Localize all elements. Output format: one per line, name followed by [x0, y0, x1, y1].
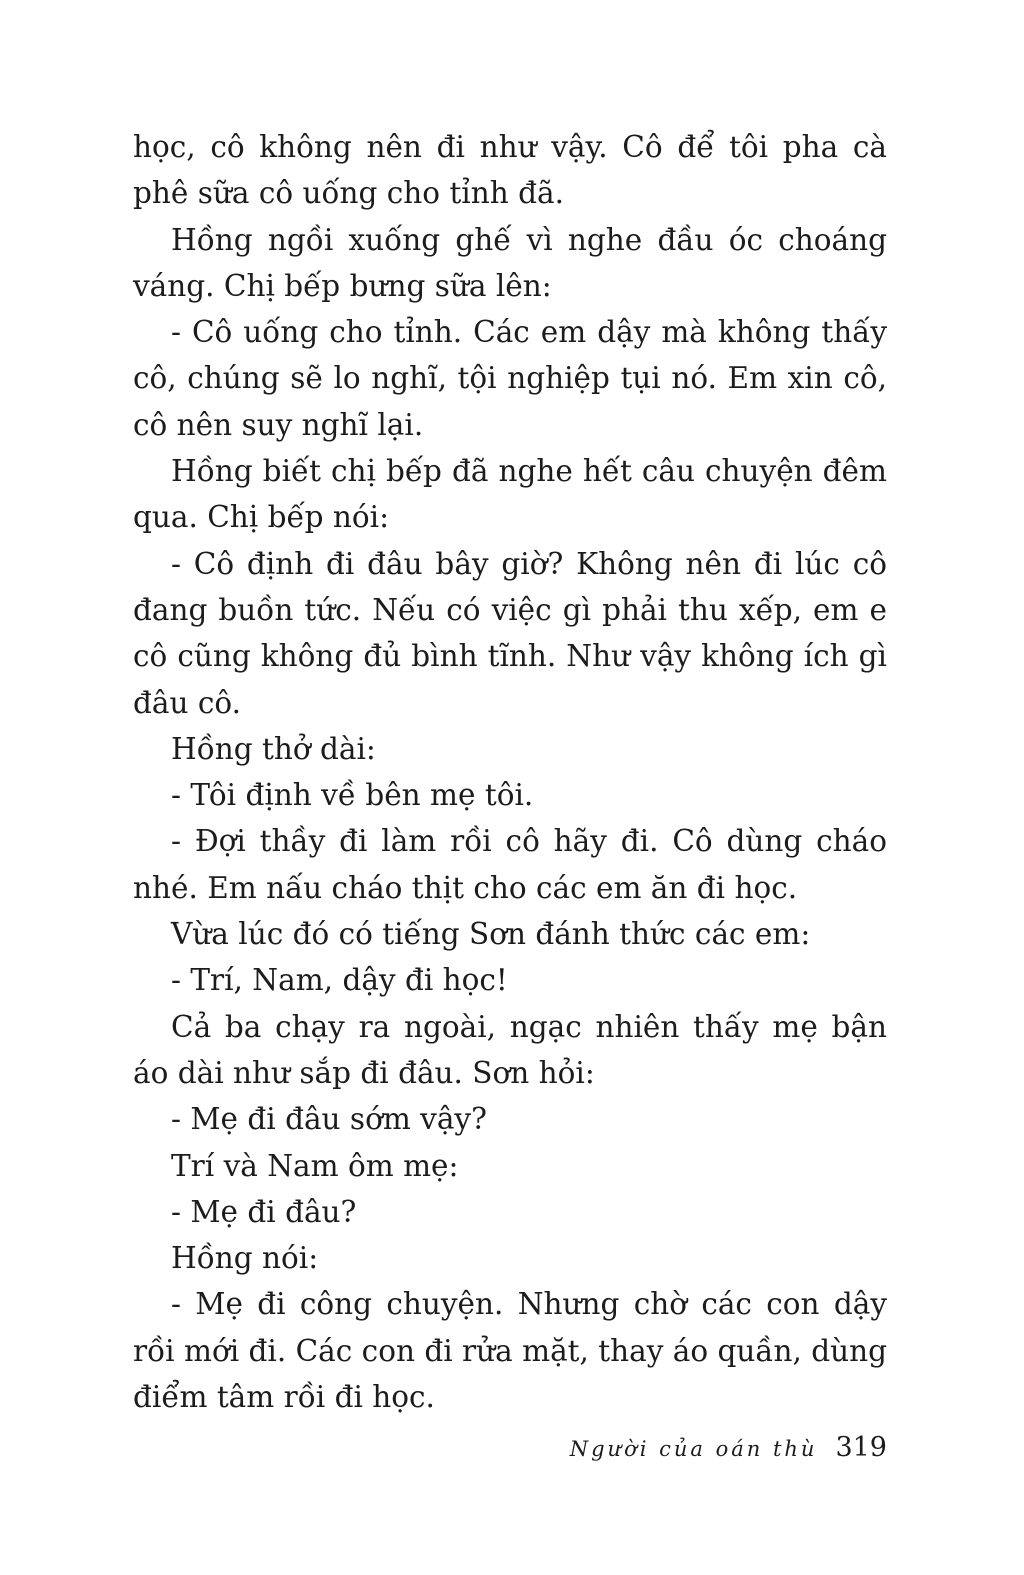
- paragraph-2: Hồng ngồi xuống ghế vì nghe đầu óc choáng váng. Chị bếp bưng sữa lên:: [133, 222, 887, 303]
- paragraph-10: - Trí, Nam, dậy đi học!: [171, 963, 508, 998]
- paragraph-11: Cả ba chạy ra ngoài, ngạc nhiên thấy mẹ bận áo dài như sắp đi đâu. Sơn hỏi:: [133, 1009, 887, 1090]
- paragraph-8: - Đợi thầy đi làm rồi cô hãy đi. Cô dùng cháo nhé. Em nấu cháo thịt cho các em ăn đi học.: [133, 824, 887, 905]
- paragraph-14: - Mẹ đi đâu?: [171, 1194, 357, 1229]
- paragraph-7: - Tôi định về bên mẹ tôi.: [171, 778, 534, 813]
- paragraph-3: - Cô uống cho tỉnh. Các em dậy mà không thấy cô, chúng sẽ lo nghĩ, tội nghiệp tụi nó. Em xin cô, cô nên suy nghĩ lại.: [133, 315, 887, 442]
- paragraph-12: - Mẹ đi đâu sớm vậy?: [171, 1102, 487, 1137]
- paragraph-5: - Cô định đi đâu bây giờ? Không nên đi lúc cô đang buồn tức. Nếu có việc gì phải thu xếp, em e cô cũng không đủ bình tĩnh. Như vậy không ích gì đâu cô.: [133, 546, 887, 720]
- paragraph-13: Trí và Nam ôm mẹ:: [171, 1148, 459, 1183]
- paragraph-9: Vừa lúc đó có tiếng Sơn đánh thức các em:: [171, 917, 811, 952]
- paragraph-4: Hồng biết chị bếp đã nghe hết câu chuyện đêm qua. Chị bếp nói:: [133, 454, 887, 535]
- paragraph-16: - Mẹ đi công chuyện. Nhưng chờ các con dậy rồi mới đi. Các con đi rửa mặt, thay áo quần, dùng điểm tâm rồi đi học.: [133, 1287, 887, 1415]
- paragraph-1: học, cô không nên đi như vậy. Cô để tôi pha cà phê sữa cô uống cho tỉnh đã.: [133, 130, 887, 211]
- page-footer: [570, 1432, 887, 1463]
- page-number: 319: [835, 1432, 887, 1463]
- running-title: Người của oán thù: [569, 1437, 818, 1461]
- page-body: [133, 124, 887, 1420]
- paragraph-15: Hồng nói:: [171, 1241, 319, 1276]
- paragraph-6: Hồng thở dài:: [171, 731, 376, 766]
